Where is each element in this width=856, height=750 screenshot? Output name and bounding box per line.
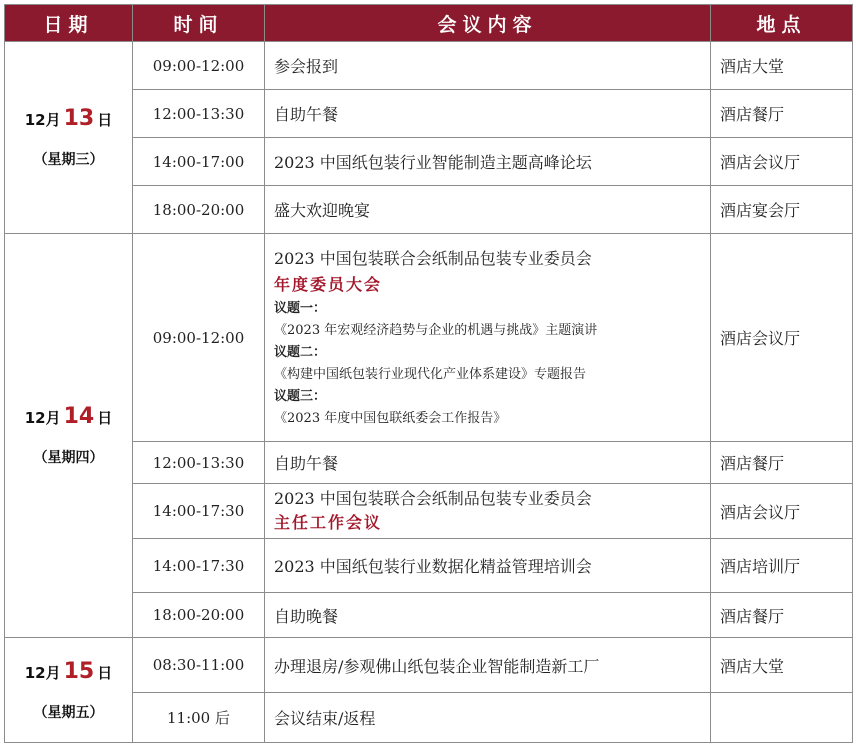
date-month: 12月: [24, 409, 61, 427]
table-row: [5, 138, 853, 186]
venue-cell: 酒店餐厅: [711, 442, 853, 484]
meeting-title: 2023 中国包装联合会纸制品包装专业委员会: [274, 489, 592, 508]
date-suffix: 日: [97, 663, 113, 682]
content-cell: 自助午餐: [265, 90, 711, 138]
date-cell-dec13: [5, 42, 133, 234]
time-cell: 14:00-17:30: [133, 539, 265, 593]
venue-cell: 酒店大堂: [711, 638, 853, 693]
table-row: [5, 42, 853, 90]
table-row: [5, 693, 853, 743]
venue-cell: 酒店会议厅: [711, 484, 853, 539]
date-day: 13: [63, 106, 95, 131]
topic-desc: 《2023 年宏观经济趋势与企业的机遇与挑战》主题演讲: [274, 322, 598, 338]
date-month: 12月: [24, 663, 61, 682]
topic-label: 议题一：: [274, 300, 327, 316]
content-cell: 2023 中国纸包装行业智能制造主题高峰论坛: [265, 138, 711, 186]
date-suffix: 日: [97, 111, 113, 129]
time-cell: 09:00-12:00: [133, 42, 265, 90]
table-row: [5, 234, 853, 442]
header-row: [5, 5, 853, 42]
date-cell-dec14: [5, 234, 133, 638]
content-cell: 盛大欢迎晚宴: [265, 186, 711, 234]
time-cell: 18:00-20:00: [133, 593, 265, 638]
meeting-highlight: 主任工作会议: [274, 513, 383, 532]
weekday-label: （星期四）: [33, 450, 104, 466]
meeting-highlight: 年度委员大会: [274, 274, 383, 294]
content-cell: 2023 中国纸包装行业数据化精益管理培训会: [265, 539, 711, 593]
date-month: 12月: [24, 111, 61, 129]
content-cell-director-meeting: [265, 484, 711, 539]
topic-label: 议题二：: [274, 344, 327, 360]
table-row: [5, 90, 853, 138]
table-row: [5, 539, 853, 593]
meeting-title: 2023 中国包装联合会纸制品包装专业委员会: [274, 248, 592, 268]
content-cell: 会议结束/返程: [265, 693, 711, 743]
topic-desc: 《构建中国纸包装行业现代化产业体系建设》专题报告: [274, 366, 587, 382]
header-date: 日期: [5, 5, 133, 42]
content-cell: 办理退房/参观佛山纸包装企业智能制造新工厂: [265, 638, 711, 693]
date-suffix: 日: [97, 409, 113, 427]
table-row: [5, 593, 853, 638]
time-cell: 18:00-20:00: [133, 186, 265, 234]
weekday-label: （星期五）: [33, 704, 104, 721]
time-cell: 14:00-17:00: [133, 138, 265, 186]
venue-cell: 酒店宴会厅: [711, 186, 853, 234]
venue-cell: 酒店大堂: [711, 42, 853, 90]
time-cell: 12:00-13:30: [133, 90, 265, 138]
venue-cell: 酒店培训厅: [711, 539, 853, 593]
table-row: [5, 442, 853, 484]
header-venue: 地点: [711, 5, 853, 42]
table-row: [5, 186, 853, 234]
table-row: [5, 638, 853, 693]
venue-cell: 酒店会议厅: [711, 138, 853, 186]
weekday-label: （星期三）: [33, 152, 104, 168]
time-cell: 08:30-11:00: [133, 638, 265, 693]
date-cell-dec15: [5, 638, 133, 743]
header-content: 会议内容: [265, 5, 711, 42]
venue-cell: 酒店餐厅: [711, 90, 853, 138]
content-cell: 自助晚餐: [265, 593, 711, 638]
content-cell-annual-meeting: [265, 234, 711, 442]
content-cell: 参会报到: [265, 42, 711, 90]
topic-desc: 《2023 年度中国包联纸委会工作报告》: [274, 410, 507, 426]
topic-label: 议题三：: [274, 388, 327, 404]
time-cell: 11:00 后: [133, 693, 265, 743]
date-day: 14: [63, 404, 95, 429]
time-cell: 12:00-13:30: [133, 442, 265, 484]
content-cell: 自助午餐: [265, 442, 711, 484]
time-cell: 14:00-17:30: [133, 484, 265, 539]
venue-cell: 酒店餐厅: [711, 593, 853, 638]
venue-cell: 酒店会议厅: [711, 234, 853, 442]
venue-cell: [711, 693, 853, 743]
time-cell: 09:00-12:00: [133, 234, 265, 442]
date-day: 15: [63, 658, 95, 684]
agenda-table: [4, 4, 853, 743]
header-time: 时间: [133, 5, 265, 42]
table-row: [5, 484, 853, 539]
